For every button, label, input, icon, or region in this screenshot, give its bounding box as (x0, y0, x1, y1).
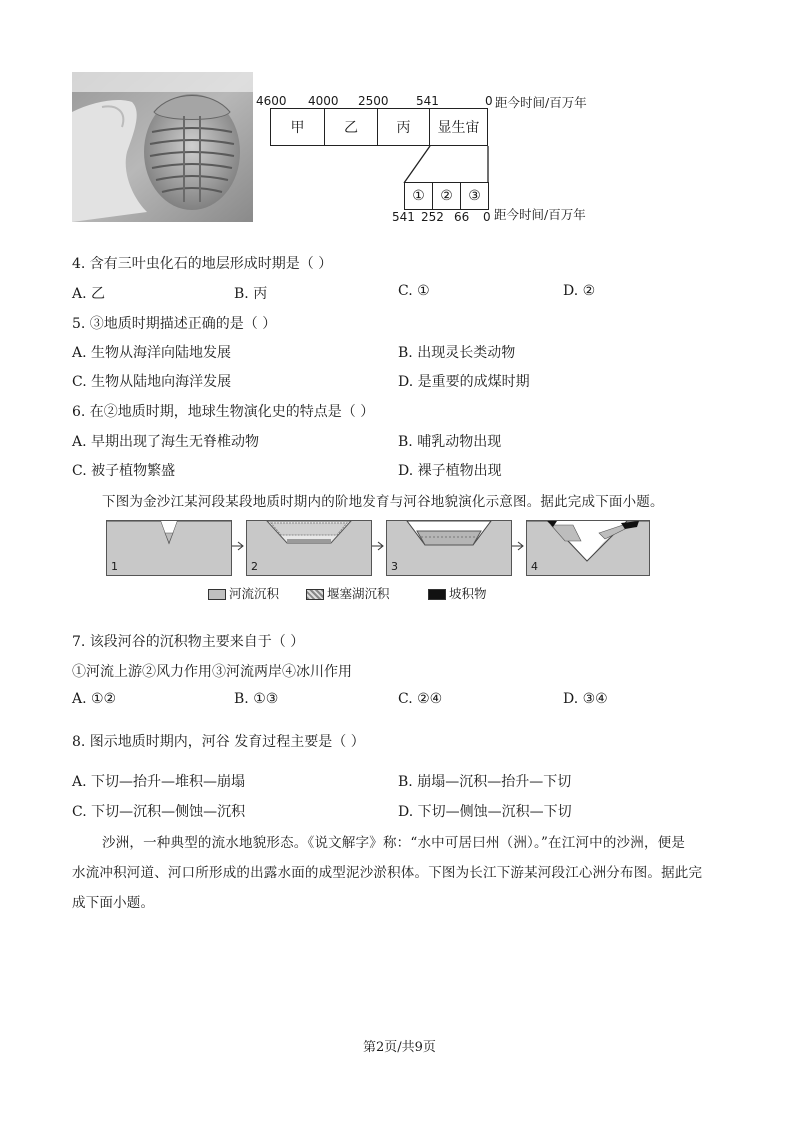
q8-option-a[interactable]: A. 下切—抬升—堆积—崩塌 (72, 774, 246, 790)
question-6-stem: 6. 在②地质时期，地球生物演化史的特点是（ ） (72, 404, 375, 420)
q8-option-b[interactable]: B. 崩塌—沉积—抬升—下切 (398, 774, 572, 790)
legend-river-deposit: 河流沉积 (208, 584, 279, 602)
era-jia: 甲 (270, 108, 325, 146)
q7-option-a[interactable]: A. ①② (72, 691, 117, 707)
legend-dammed-lake-deposit: 堰塞湖沉积 (306, 584, 390, 602)
arrow-1-2 (232, 541, 246, 551)
era-phanerozoic: 显生宙 (429, 108, 488, 146)
question-5-stem: 5. ③地质时期描述正确的是（ ） (72, 316, 277, 332)
q6-option-d[interactable]: D. 裸子植物出现 (398, 463, 502, 479)
arrow-2-3 (372, 541, 386, 551)
tick-541: 541 (416, 94, 439, 108)
sandbar-intro-line-2: 水流冲积河道、河口所形成的出露水面的成型泥沙淤积体。下图为长江下游某河段江心洲分布图。据此完 (72, 865, 703, 881)
top-axis-unit: 距今时间/百万年 (495, 95, 587, 110)
sub-tick-252: 252 (421, 210, 444, 224)
tick-4000: 4000 (308, 94, 339, 108)
tick-4600: 4600 (256, 94, 287, 108)
q5-option-a[interactable]: A. 生物从海洋向陆地发展 (72, 345, 232, 361)
legend-swatch-colluvium (428, 589, 446, 600)
sub-tick-541: 541 (392, 210, 415, 224)
sandbar-intro-line-3: 成下面小题。 (72, 895, 155, 911)
question-4-stem: 4. 含有三叶虫化石的地层形成时期是（ ） (72, 256, 333, 272)
q4-option-d[interactable]: D. ② (563, 283, 596, 299)
period-3: ③ (460, 182, 489, 210)
sub-tick-66: 66 (454, 210, 470, 224)
legend-swatch-river (208, 589, 226, 600)
q4-option-a[interactable]: A. 乙 (72, 286, 106, 302)
q7-option-c[interactable]: C. ②④ (398, 691, 443, 707)
valley-panel-2: 2 (246, 520, 372, 576)
q6-option-c[interactable]: C. 被子植物繁盛 (72, 463, 176, 479)
tick-0: 0 (485, 94, 493, 108)
q4-option-c[interactable]: C. ① (398, 283, 430, 299)
sub-tick-0: 0 (483, 210, 491, 224)
q8-option-d[interactable]: D. 下切—侧蚀—沉积—下切 (398, 804, 572, 820)
timeline-connector-lines (400, 145, 492, 185)
q7-option-d[interactable]: D. ③④ (563, 691, 608, 707)
arrow-3-4 (512, 541, 526, 551)
legend-colluvium: 坡积物 (428, 584, 487, 602)
legend-swatch-lake (306, 589, 324, 600)
valley-panel-4: 4 (526, 520, 650, 576)
era-bing: 丙 (377, 108, 430, 146)
q5-option-c[interactable]: C. 生物从陆地向海洋发展 (72, 374, 232, 390)
tick-2500: 2500 (358, 94, 389, 108)
question-8-stem: 8. 图示地质时期内，河谷 发育过程主要是（ ） (72, 734, 365, 750)
q6-option-a[interactable]: A. 早期出现了海生无脊椎动物 (72, 434, 260, 450)
bottom-axis-unit: 距今时间/百万年 (494, 207, 586, 222)
trilobite-fossil-photo (72, 72, 253, 222)
page-footer: 第2页/共9页 (363, 1040, 436, 1055)
q7-option-b[interactable]: B. ①③ (234, 691, 279, 707)
q4-option-b[interactable]: B. 丙 (234, 286, 268, 302)
period-2: ② (432, 182, 461, 210)
period-1: ① (404, 182, 433, 210)
sandbar-intro-line-1: 沙洲，一种典型的流水地貌形态。《说文解字》称：“水中可居曰州（洲）。”在江河中的沙洲，便是 (102, 835, 686, 851)
q6-option-b[interactable]: B. 哺乳动物出现 (398, 434, 502, 450)
question-7-stem: 7. 该段河谷的沉积物主要来自于（ ） (72, 634, 305, 650)
q8-option-c[interactable]: C. 下切—沉积—侧蚀—沉积 (72, 804, 246, 820)
river-intro: 下图为金沙江某河段某段地质时期内的阶地发育与河谷地貌演化示意图。据此完成下面小题。 (102, 494, 664, 510)
valley-panel-1: 1 (106, 520, 232, 576)
question-7-choices: ①河流上游②风力作用③河流两岸④冰川作用 (72, 664, 352, 680)
q5-option-d[interactable]: D. 是重要的成煤时期 (398, 374, 530, 390)
valley-panel-3: 3 (386, 520, 512, 576)
q5-option-b[interactable]: B. 出现灵长类动物 (398, 345, 516, 361)
era-yi: 乙 (324, 108, 378, 146)
